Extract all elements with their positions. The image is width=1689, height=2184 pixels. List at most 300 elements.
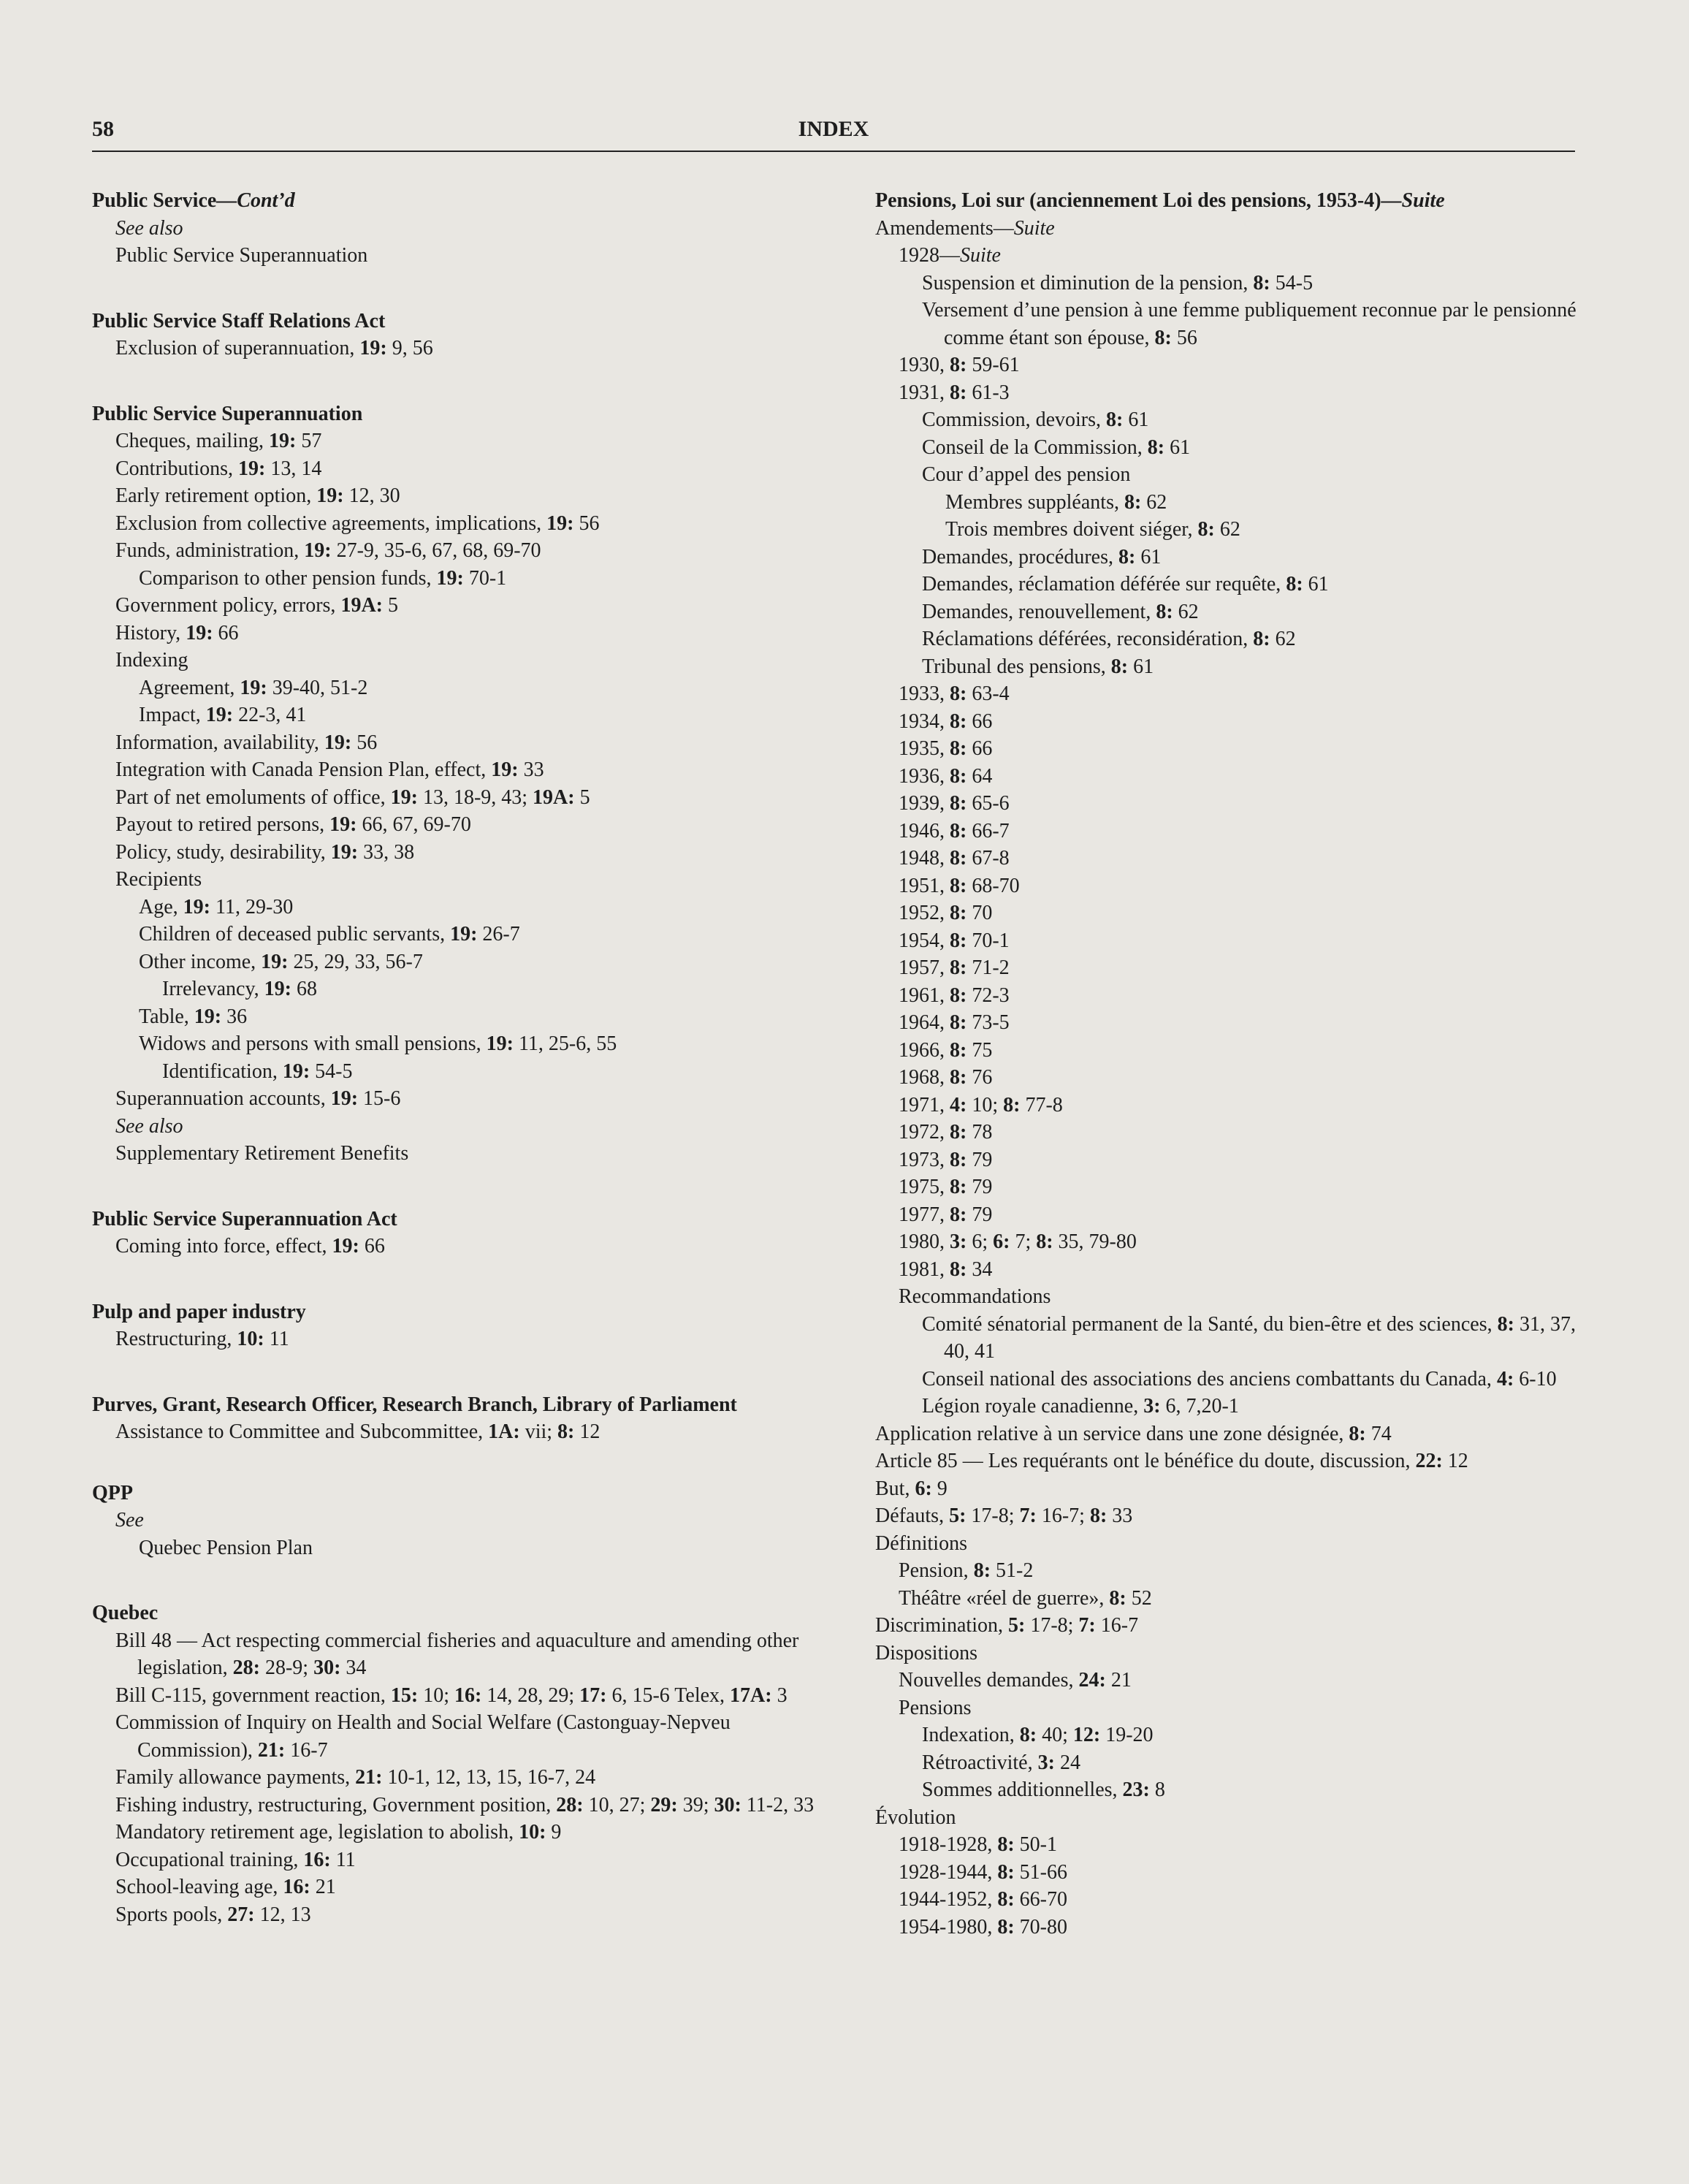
entry-text: Conseil de la Commission, bbox=[922, 435, 1148, 459]
issue-number: 6: bbox=[993, 1230, 1010, 1253]
page-refs: 7; bbox=[1010, 1230, 1037, 1253]
entry-text: Réclamations déférées, reconsidération, bbox=[922, 628, 1254, 650]
page-refs: 11-2, 33 bbox=[741, 1793, 815, 1816]
index-subentry bbox=[92, 510, 823, 538]
index-subentry bbox=[875, 1694, 1581, 1722]
entry-text: Bill C-115, government reaction, bbox=[115, 1683, 391, 1707]
entry-text: Superannuation accounts, bbox=[115, 1087, 331, 1110]
page-refs: 77-8 bbox=[1020, 1093, 1063, 1116]
index-subentry bbox=[92, 1418, 823, 1446]
entry-text: Contributions, bbox=[115, 457, 239, 480]
page-refs: 19-20 bbox=[1100, 1724, 1154, 1746]
page-refs: 11, 25-6, 55 bbox=[513, 1032, 617, 1055]
entry-text: History, bbox=[115, 621, 186, 644]
page-refs: 11 bbox=[330, 1848, 356, 1871]
issue-number: 8: bbox=[950, 1011, 967, 1034]
index-subentry bbox=[92, 482, 823, 510]
page-refs: 39; bbox=[677, 1793, 714, 1816]
entry-spacer bbox=[92, 1446, 823, 1480]
entry-spacer bbox=[92, 1168, 823, 1206]
issue-number: 19: bbox=[359, 337, 387, 359]
entry-text: 1948, bbox=[899, 847, 950, 870]
entry-text: Pensions, Loi sur (anciennement Loi des pensions, 1953-4) bbox=[875, 189, 1381, 212]
issue-number: 19: bbox=[282, 1059, 310, 1083]
index-subentry bbox=[92, 674, 823, 702]
issue-number: 8: bbox=[1019, 1724, 1037, 1746]
index-subentry bbox=[875, 1557, 1581, 1585]
entry-text: 1934, bbox=[899, 709, 950, 733]
issue-number: 19: bbox=[324, 731, 352, 754]
index-subentry bbox=[92, 427, 823, 455]
index-heading bbox=[92, 187, 823, 215]
page-refs: 66-7 bbox=[966, 819, 1010, 842]
issue-number: 8: bbox=[950, 1148, 967, 1171]
page-refs: 62 bbox=[1173, 600, 1199, 623]
index-subentry bbox=[875, 872, 1581, 900]
index-subentry bbox=[875, 1776, 1581, 1804]
index-subentry bbox=[875, 1420, 1581, 1448]
index-subentry bbox=[92, 811, 823, 839]
issue-number: 19: bbox=[186, 621, 213, 644]
entry-italic: Suite bbox=[960, 244, 1001, 267]
index-column-left bbox=[92, 187, 823, 1928]
issue-number: 8: bbox=[950, 737, 967, 760]
page-refs: 61 bbox=[1303, 573, 1329, 596]
entry-text: 1933, bbox=[899, 682, 950, 705]
index-subentry bbox=[875, 1228, 1581, 1256]
entry-text: Commission of Inquiry on Health and Social Welfare (Castonguay-Nepveu Commission), bbox=[115, 1711, 731, 1762]
entry-text: Conseil national des associations des anciens combattants du Canada, bbox=[922, 1367, 1497, 1390]
index-subentry bbox=[875, 1311, 1581, 1366]
page-refs: 25, 29, 33, 56-7 bbox=[288, 950, 423, 973]
issue-number: 19: bbox=[330, 840, 359, 864]
page-refs: 70-1 bbox=[463, 566, 507, 590]
page-refs: 35, 79-80 bbox=[1053, 1230, 1137, 1253]
index-subentry bbox=[875, 1640, 1581, 1667]
page-refs: 74 bbox=[1365, 1422, 1392, 1445]
index-subentry bbox=[875, 1721, 1581, 1749]
entry-text: Sommes additionnelles, bbox=[922, 1778, 1123, 1801]
page-header bbox=[92, 117, 1575, 152]
issue-number: 8: bbox=[950, 1066, 967, 1089]
page-refs: 52 bbox=[1126, 1586, 1152, 1610]
entry-text: 1928— bbox=[899, 244, 960, 267]
issue-number: 8: bbox=[950, 874, 967, 897]
index-subentry bbox=[875, 489, 1581, 517]
page-refs: 17-8; bbox=[1025, 1614, 1079, 1637]
index-subentry bbox=[92, 592, 823, 620]
entry-text: Pension, bbox=[899, 1559, 974, 1582]
index-subentry bbox=[875, 516, 1581, 544]
issue-number: 19: bbox=[183, 895, 210, 918]
page-refs: 33 bbox=[1107, 1504, 1133, 1527]
page-refs: 36 bbox=[221, 1005, 248, 1028]
page-title: INDEX bbox=[798, 117, 869, 141]
index-subentry bbox=[875, 1393, 1581, 1420]
index-subentry bbox=[875, 1475, 1581, 1503]
page-refs: 51-66 bbox=[1014, 1860, 1067, 1884]
issue-number: 8: bbox=[950, 1038, 967, 1062]
index-subentry bbox=[92, 1325, 823, 1353]
page-refs: 12 bbox=[574, 1420, 601, 1443]
entry-text: 1951, bbox=[899, 874, 950, 897]
page-refs: 22-3, 41 bbox=[233, 704, 307, 726]
entry-text: Information, availability, bbox=[115, 731, 324, 754]
index-subentry bbox=[92, 894, 823, 921]
entry-text: 1980, bbox=[899, 1230, 950, 1253]
index-subentry bbox=[875, 1366, 1581, 1393]
index-subentry bbox=[875, 735, 1581, 763]
issue-number: 3: bbox=[1143, 1395, 1161, 1418]
entry-text: Évolution bbox=[875, 1806, 956, 1829]
index-subentry bbox=[875, 927, 1581, 955]
issue-number: 28: bbox=[556, 1793, 584, 1816]
issue-number: 8: bbox=[1253, 271, 1270, 294]
issue-number: 8: bbox=[1106, 408, 1124, 431]
page-refs: 10-1, 12, 13, 15, 16-7, 24 bbox=[382, 1766, 596, 1789]
entry-text: 1946, bbox=[899, 819, 950, 842]
page-refs: 6; bbox=[966, 1230, 994, 1253]
issue-number: 5: bbox=[949, 1504, 966, 1527]
page-refs: 34 bbox=[966, 1257, 993, 1281]
entry-see-also: —Suite bbox=[1381, 189, 1445, 212]
issue-number: 16: bbox=[454, 1683, 482, 1707]
entry-text: Demandes, réclamation déférée sur requête, bbox=[922, 573, 1286, 596]
issue-number: 8: bbox=[950, 1176, 967, 1198]
entry-text: 1966, bbox=[899, 1038, 950, 1062]
index-subentry bbox=[875, 1859, 1581, 1887]
issue-number: 23: bbox=[1122, 1778, 1150, 1801]
page-refs: 66 bbox=[213, 621, 239, 644]
page-refs: 21 bbox=[310, 1876, 336, 1898]
entry-text: Restructuring, bbox=[115, 1328, 237, 1350]
entry-text: 1973, bbox=[899, 1148, 950, 1171]
entry-text: Early retirement option, bbox=[115, 484, 317, 507]
issue-number: 8: bbox=[997, 1888, 1015, 1911]
entry-text: Fishing industry, restructuring, Government position, bbox=[115, 1793, 557, 1816]
page-refs: 21 bbox=[1105, 1669, 1132, 1692]
page-refs: 9 bbox=[931, 1477, 948, 1500]
page-refs: 17-8; bbox=[966, 1504, 1020, 1527]
entry-text: Exclusion from collective agreements, implications, bbox=[115, 511, 547, 535]
index-subentry bbox=[875, 1749, 1581, 1777]
index-subentry bbox=[92, 1901, 823, 1929]
entry-text: 1975, bbox=[899, 1176, 950, 1198]
issue-number: 19: bbox=[546, 511, 574, 535]
entry-spacer bbox=[92, 270, 823, 308]
index-subentry bbox=[875, 461, 1581, 489]
issue-number: 15: bbox=[390, 1683, 419, 1707]
issue-number: 17: bbox=[579, 1683, 607, 1707]
entry-text: 1968, bbox=[899, 1066, 950, 1089]
page-refs: 13, 18-9, 43; bbox=[417, 785, 533, 809]
page-refs: 75 bbox=[966, 1038, 993, 1062]
index-subentry bbox=[875, 1064, 1581, 1092]
issue-number: 19: bbox=[316, 484, 344, 507]
entry-text: Public Service Superannuation bbox=[115, 244, 368, 267]
index-subentry bbox=[92, 1792, 823, 1819]
index-subentry bbox=[875, 845, 1581, 872]
index-subentry bbox=[875, 1173, 1581, 1201]
page-refs: 54-5 bbox=[310, 1059, 353, 1083]
index-subentry bbox=[875, 1092, 1581, 1119]
issue-number: 8: bbox=[950, 983, 967, 1007]
index-subentry bbox=[875, 1886, 1581, 1914]
entry-text: Sports pools, bbox=[115, 1903, 228, 1926]
entry-see-also: See bbox=[115, 1509, 144, 1532]
entry-text: 1961, bbox=[899, 983, 950, 1007]
issue-number: 8: bbox=[1109, 1586, 1126, 1610]
entry-text: Comparison to other pension funds, bbox=[139, 566, 437, 590]
page-refs: 66-70 bbox=[1014, 1888, 1067, 1911]
entry-text: Public Service Superannuation bbox=[92, 402, 363, 425]
page-refs: 66 bbox=[359, 1235, 385, 1257]
issue-number: 10: bbox=[237, 1328, 264, 1350]
index-subentry bbox=[92, 1058, 823, 1086]
index-subentry bbox=[875, 763, 1581, 791]
page-refs: 72-3 bbox=[966, 983, 1010, 1007]
page-refs: 16-7 bbox=[1095, 1614, 1139, 1637]
page-refs: 62 bbox=[1270, 628, 1296, 650]
issue-number: 19: bbox=[205, 704, 234, 726]
entry-text: Défauts, bbox=[875, 1504, 950, 1527]
index-subentry bbox=[875, 571, 1581, 598]
index-subentry bbox=[875, 1146, 1581, 1174]
index-subentry bbox=[875, 982, 1581, 1010]
entry-spacer bbox=[92, 1353, 823, 1391]
index-subentry bbox=[875, 297, 1581, 351]
entry-text: Demandes, procédures, bbox=[922, 545, 1119, 568]
entry-text: Trois membres doivent siéger, bbox=[945, 518, 1198, 541]
entry-text: 1944-1952, bbox=[899, 1888, 998, 1911]
index-subentry bbox=[92, 839, 823, 867]
entry-text: 1954-1980, bbox=[899, 1915, 998, 1938]
page-refs: 26-7 bbox=[477, 923, 520, 945]
index-subentry bbox=[875, 1530, 1581, 1558]
page-refs: 3 bbox=[771, 1683, 788, 1707]
page-number: 58 bbox=[92, 117, 114, 141]
issue-number: 19: bbox=[491, 758, 519, 781]
index-subentry bbox=[92, 455, 823, 483]
entry-text: Part of net emoluments of office, bbox=[115, 785, 391, 809]
issue-number: 8: bbox=[1147, 435, 1165, 459]
index-subentry bbox=[92, 1113, 823, 1141]
page-refs: 57 bbox=[296, 430, 322, 452]
entry-text: Rétroactivité, bbox=[922, 1751, 1038, 1774]
entry-text: Purves, Grant, Research Officer, Research Branch, Library of Parliament bbox=[92, 1393, 737, 1416]
issue-number: 8: bbox=[950, 381, 967, 404]
entry-text: Public Service Staff Relations Act bbox=[92, 309, 386, 332]
issue-number: 8: bbox=[1156, 600, 1173, 623]
page-refs: 40; bbox=[1037, 1724, 1073, 1746]
index-subentry bbox=[92, 537, 823, 565]
index-subentry bbox=[92, 1764, 823, 1792]
index-subentry bbox=[875, 1831, 1581, 1859]
entry-text: 1939, bbox=[899, 792, 950, 815]
page-refs: 70-1 bbox=[966, 929, 1010, 952]
entry-text: 1971, bbox=[899, 1093, 950, 1116]
page-refs: 63-4 bbox=[966, 682, 1010, 705]
entry-text: 1954, bbox=[899, 929, 950, 952]
page-refs: 66, 67, 69-70 bbox=[357, 813, 471, 836]
issue-number: 8: bbox=[950, 929, 967, 952]
entry-text: Occupational training, bbox=[115, 1848, 304, 1871]
entry-text: Quebec Pension Plan bbox=[139, 1536, 313, 1559]
issue-number: 8: bbox=[1003, 1093, 1021, 1116]
issue-number: 19: bbox=[304, 539, 332, 562]
entry-text: Irrelevancy, bbox=[162, 978, 264, 1000]
entry-text: 1981, bbox=[899, 1257, 950, 1281]
issue-number: 19: bbox=[450, 923, 478, 945]
issue-number: 8: bbox=[950, 819, 967, 842]
entry-text: Supplementary Retirement Benefits bbox=[115, 1142, 409, 1165]
issue-number: 19: bbox=[268, 430, 297, 452]
issue-number: 19: bbox=[332, 1235, 359, 1257]
page-refs: 68 bbox=[291, 978, 317, 1000]
index-heading bbox=[875, 187, 1581, 215]
index-subentry bbox=[92, 866, 823, 894]
entry-text: Cour d’appel des pension bbox=[922, 463, 1131, 486]
entry-text: Children of deceased public servants, bbox=[139, 923, 451, 945]
page-refs: 50-1 bbox=[1014, 1833, 1057, 1856]
issue-number: 8: bbox=[1197, 518, 1215, 541]
entry-text: Exclusion of superannuation, bbox=[115, 337, 360, 359]
issue-number: 19: bbox=[390, 785, 418, 809]
page-refs: 6-10 bbox=[1514, 1367, 1557, 1390]
page-refs: 79 bbox=[966, 1176, 993, 1198]
index-subentry bbox=[92, 1873, 823, 1901]
issue-number: 29: bbox=[650, 1793, 678, 1816]
entry-text: 1935, bbox=[899, 737, 950, 760]
page-refs: 15-6 bbox=[358, 1087, 401, 1110]
issue-number: 8: bbox=[1036, 1230, 1053, 1253]
issue-number: 8: bbox=[950, 902, 967, 924]
issue-number: 19: bbox=[194, 1005, 222, 1028]
index-subentry bbox=[92, 335, 823, 362]
page-refs: 10; bbox=[418, 1683, 454, 1707]
page-refs: 12, 13 bbox=[254, 1903, 311, 1926]
issue-number: 7: bbox=[1019, 1504, 1037, 1527]
issue-number: 8: bbox=[1253, 628, 1270, 650]
entry-text: Bill 48 — Act respecting commercial fisheries and aquaculture and amending other legislation, bbox=[115, 1629, 799, 1679]
page-refs: 39-40, 51-2 bbox=[267, 676, 368, 699]
index-subentry bbox=[92, 647, 823, 674]
issue-number: 6: bbox=[915, 1477, 932, 1500]
page-refs: 27-9, 35-6, 67, 68, 69-70 bbox=[331, 539, 541, 562]
page-refs: 56 bbox=[1171, 326, 1197, 349]
page-refs: 73-5 bbox=[966, 1011, 1010, 1034]
entry-text: Application relative à un service dans une zone désignée, bbox=[875, 1422, 1349, 1445]
index-heading bbox=[92, 1480, 823, 1507]
entry-text: Agreement, bbox=[139, 676, 240, 699]
issue-number: 10: bbox=[519, 1821, 546, 1844]
entry-text: Commission, devoirs, bbox=[922, 408, 1107, 431]
entry-text: Indexation, bbox=[922, 1724, 1020, 1746]
entry-text: Payout to retired persons, bbox=[115, 813, 330, 836]
page-refs: 6, 7,20-1 bbox=[1160, 1395, 1239, 1418]
index-subentry bbox=[875, 598, 1581, 626]
index-subentry bbox=[875, 242, 1581, 270]
issue-number: 16: bbox=[283, 1876, 310, 1898]
index-heading bbox=[92, 1391, 823, 1419]
issue-number: 8: bbox=[950, 1121, 967, 1144]
page-refs: 79 bbox=[966, 1148, 993, 1171]
entry-text: Impact, bbox=[139, 704, 206, 726]
index-heading bbox=[92, 1298, 823, 1326]
index-subentry bbox=[92, 784, 823, 812]
issue-number: 19A: bbox=[340, 594, 383, 617]
entry-see-also: See also bbox=[115, 1114, 183, 1138]
index-subentry bbox=[875, 379, 1581, 407]
entry-text: Other income, bbox=[139, 950, 262, 973]
page-refs: 13, 14 bbox=[265, 457, 322, 480]
entry-text: Assistance to Committee and Subcommittee, bbox=[115, 1420, 489, 1443]
page-refs: 61 bbox=[1164, 435, 1191, 459]
page-refs: 76 bbox=[966, 1066, 993, 1089]
page-refs: 16-7 bbox=[285, 1738, 328, 1762]
issue-number: 30: bbox=[714, 1793, 741, 1816]
issue-number: 8: bbox=[997, 1833, 1015, 1856]
page-refs: 68-70 bbox=[966, 874, 1020, 897]
index-subentry bbox=[92, 1085, 823, 1113]
page-refs: 12, 30 bbox=[343, 484, 400, 507]
page-refs: 28-9; bbox=[259, 1656, 314, 1679]
issue-number: 3: bbox=[950, 1230, 967, 1253]
issue-number: 17A: bbox=[730, 1683, 772, 1707]
issue-number: 8: bbox=[1124, 490, 1142, 514]
page-refs: 33, 38 bbox=[358, 840, 415, 864]
index-subentry bbox=[92, 1627, 823, 1682]
issue-number: 24: bbox=[1078, 1669, 1106, 1692]
index-heading bbox=[92, 1206, 823, 1233]
page-refs: 14, 28, 29; bbox=[481, 1683, 580, 1707]
index-subentry bbox=[92, 1003, 823, 1031]
entry-text: Policy, study, desirability, bbox=[115, 840, 331, 864]
issue-number: 8: bbox=[1286, 573, 1303, 596]
entry-spacer bbox=[92, 1260, 823, 1298]
page-refs: 62 bbox=[1141, 490, 1167, 514]
index-subentry bbox=[92, 1709, 823, 1764]
index-subentry bbox=[92, 215, 823, 243]
index-subentry bbox=[92, 701, 823, 729]
page-refs: 31, 37, 40, 41 bbox=[944, 1312, 1576, 1363]
issue-number: 8: bbox=[950, 956, 967, 979]
index-subentry bbox=[875, 406, 1581, 434]
index-subentry bbox=[875, 954, 1581, 982]
entry-text: Pensions bbox=[899, 1696, 972, 1719]
issue-number: 8: bbox=[1110, 655, 1129, 678]
page-refs: 8 bbox=[1149, 1778, 1165, 1801]
issue-number: 8: bbox=[997, 1860, 1015, 1884]
page-refs: 10; bbox=[966, 1093, 1004, 1116]
page-refs: 10, 27; bbox=[583, 1793, 651, 1816]
entry-text: 1918-1928, bbox=[899, 1833, 998, 1856]
index-subentry bbox=[875, 1256, 1581, 1284]
entry-text: Funds, administration, bbox=[115, 539, 305, 562]
entry-text: Article 85 — Les requérants ont le bénéfice du doute, discussion, bbox=[875, 1450, 1416, 1472]
index-subentry bbox=[875, 1037, 1581, 1065]
index-subentry bbox=[875, 270, 1581, 297]
issue-number: 16: bbox=[303, 1848, 331, 1871]
page-refs: 65-6 bbox=[966, 792, 1010, 815]
entry-text: 1957, bbox=[899, 956, 950, 979]
issue-number: 19: bbox=[436, 566, 464, 590]
issue-number: 8: bbox=[950, 354, 967, 376]
entry-text: Comité sénatorial permanent de la Santé, du bien-être et des sciences, bbox=[922, 1312, 1498, 1336]
index-subentry bbox=[875, 625, 1581, 653]
page-refs: 54-5 bbox=[1270, 271, 1314, 294]
issue-number: 28: bbox=[232, 1656, 260, 1679]
